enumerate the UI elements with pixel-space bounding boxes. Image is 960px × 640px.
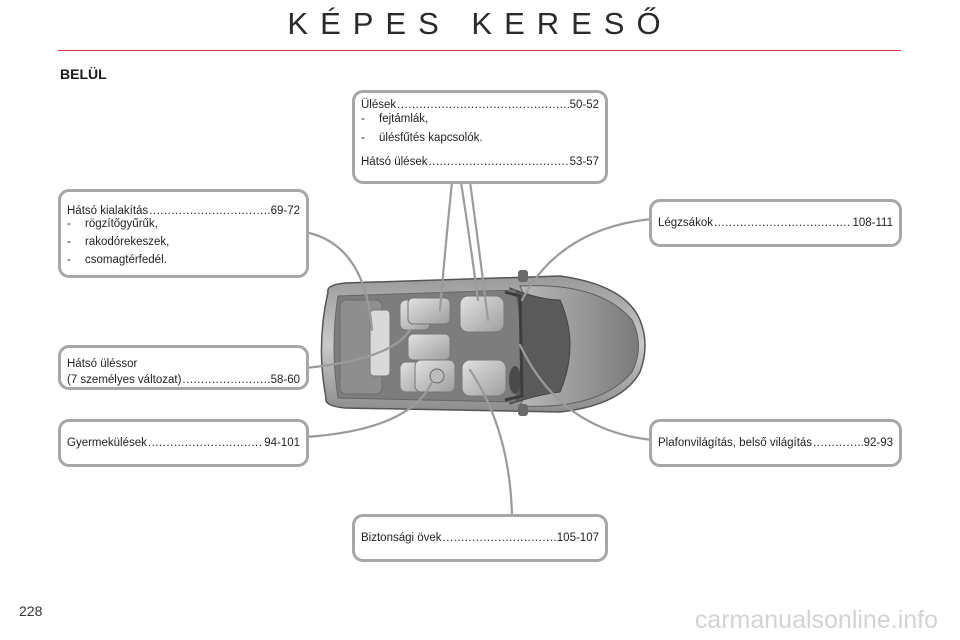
watermark: carmanualsonline.info <box>694 606 938 634</box>
rear-row-label: (7 személyes változat) <box>67 374 182 386</box>
lighting-pages: 92-93 <box>863 437 893 449</box>
seatbelts-label: Biztonsági övek <box>361 532 442 544</box>
page-title: KÉPES KERESŐ <box>287 6 673 41</box>
rear-layout-label: Hátsó kialakítás <box>67 205 149 217</box>
seats-callout: Ülések ..... 50-52 - fejtámlák, - ülésfűtés kapcsolók. Hátsó ülések ..... 53-57 <box>352 90 608 184</box>
seatbelts-callout <box>352 514 608 562</box>
rear-layout-sub-compartments: rakodórekeszek, <box>85 236 170 248</box>
rear-row-line1: Hátsó üléssor <box>67 358 138 370</box>
seats-label: Ülések <box>361 99 397 111</box>
rear-layout-callout: Hátsó kialakítás ..... 69-72 - rögzítőgyűrűk, - rakodórekeszek, - csomagtérfedél. <box>58 189 309 278</box>
lighting-callout <box>649 419 902 467</box>
rear-layout-pages: 69-72 <box>270 205 300 217</box>
child-seats-callout <box>58 419 309 467</box>
seats-sub-heating: ülésfűtés kapcsolók. <box>379 132 483 144</box>
rear-row-callout <box>58 345 309 390</box>
section-heading: BELÜL <box>60 66 107 82</box>
seats-pages: 50-52 <box>569 99 599 111</box>
lighting-label: Plafonvilágítás, belső világítás <box>658 437 813 449</box>
rear-row-pages: 58-60 <box>270 374 300 386</box>
airbags-callout <box>649 199 902 247</box>
airbags-pages: 108-111 <box>852 217 893 229</box>
rear-seats-label: Hátsó ülések <box>361 156 428 168</box>
page-number: 228 <box>19 603 43 619</box>
child-seats-pages: 94-101 <box>264 437 300 449</box>
rear-layout-sub-cover: csomagtérfedél. <box>85 254 167 266</box>
airbags-label: Légzsákok <box>658 217 713 229</box>
seatbelts-pages: 105-107 <box>556 532 599 544</box>
child-seats-label: Gyermekülések <box>67 437 147 449</box>
rear-seats-pages: 53-57 <box>569 156 599 168</box>
rear-layout-sub-rings: rögzítőgyűrűk, <box>85 218 158 230</box>
seats-sub-headrests: fejtámlák, <box>379 113 429 125</box>
